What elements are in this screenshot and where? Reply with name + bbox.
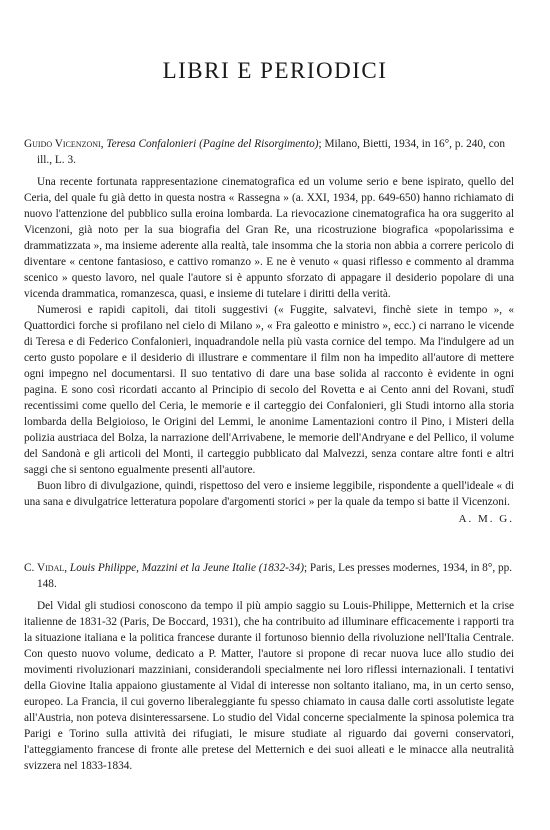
review-publication: ; Milano, Bietti, 1934, in 16°, p. 240, con ill., L. 3. (37, 138, 506, 166)
review-heading: C. Vidal, Louis Philippe, Mazzini et la Jeune Italie (1832-34); Paris, Les presses modernes, 1934, in 8°, pp. 148. (24, 562, 513, 590)
review-vicenzoni (24, 136, 514, 527)
review-book-title: Louis Philippe, Mazzini et la Jeune Italie (1832-34) (69, 562, 304, 574)
review-author: Guido Vicenzoni (24, 138, 101, 150)
review-paragraph: Buon libro di divulgazione, quindi, rispettoso del vero e insieme leggibile, rispondente a quell'ideale « di una sana e divulgatrice letteratura popolare d'argomenti storici » per la quale da tempo si batte il Vicenzoni. (24, 480, 514, 508)
review-author: C. Vidal (24, 562, 65, 574)
review-vidal (24, 560, 514, 774)
review-heading: Guido Vicenzoni, Teresa Confalonieri (Pagine del Risorgimento); Milano, Bietti, 1934, in 16°, p. 240, con ill., L. 3. (24, 138, 506, 166)
review-paragraph: Del Vidal gli studiosi conoscono da tempo il più ampio saggio su Louis-Philippe, Metternich et la crise italienne de 1831-32 (Paris, De Boccard, 1931), che ha contribuito ad illuminare efficacemente i rapporti tra la situazione italiana e la politica francese durante il fortunoso biennio della rivoluzione nell'Italia Centrale. Con questo nuovo volume, dedicato a P. Matter, l'autore si propone di recar nuova luce allo studio dei movimenti rivoluzionari mazziniani, considerandoli specialmente nei loro riflessi internazionali. I tentativi della Giovine Italia appaiono giustamente al Vidal di interesse non soltanto italiano, ma, in un certo senso, europeo. La Francia, il cui governo liberaleggiante fu spesso chiamato in causa dalle corti assolutiste legate all'Austria, non poteva disinteressarsene. Lo studio del Vidal concerne specialmente la spinosa polemica tra Parigi e Torino sulla attività dei rifugiati, le misure studiate al riguardo dai governi conservatori, l'atteggiamento francese di fronte alle pretese del Metternich e dei suoi alleati e le minacce alla neutralità svizzera nel 1833-1834. (24, 600, 514, 772)
review-paragraph: Numerosi e rapidi capitoli, dai titoli suggestivi (« Fuggite, salvatevi, finchè siete in tempo », « Quattordici forche si profilano nel cielo di Milano », « Fra galeotto e ministro », ecc.) ci narrano le vicende di Teresa e di Federico Confalonieri, inquadrandole nella più vasta cornice del tempo. Ma l'indulgere ad un certo gusto popolare e il desiderio di illustrare e commentare il film non ha impedito all'autore di mettere ogni impegno nel documentarsi. Il suo tentativo di dare una base solida al racconto è evidente in ogni pagina. E sono così ricordati accanto al Principio di secolo del Rovetta e ai Cento anni del Rovani, studî recentissimi come quello del Ceria, le memorie e il carteggio dei Confalonieri, gli Studi intorno alla storia lombarda della Belgioioso, le Origini del Lemmi, le anonime Lamentazioni contro il Pino, i Misteri della polizia austriaca del Bolza, la narrazione dell'Arrivabene, le memorie dell'Andryane e del Pellico, il volume del Sandonà e gli articoli del Monti, il carteggio pubblicato dal Malvezzi, senza contare altre fonti e altri saggi che si sentono egualmente presenti all'autore. (24, 304, 514, 476)
review-signature: A. M. G. (458, 513, 514, 525)
review-paragraph: Una recente fortunata rappresentazione cinematografica ed un volume serio e bene ispirato, quello del Ceria, del quale fu già detto in questa nostra « Rassegna » (a. XXI, 1934, pp. 649-650) hanno richiamato di nuovo l'attenzione del pubblico sulla eroina lombarda. La rievocazione cinematografica ha ora suggerito al Vicenzoni, già noto per la sua biografia del Gran Re, una ricostruzione biografica «popolarissima e drammatizzata », ma insieme aderente alla realtà, tale insomma che la storia non abbia a correre pericolo di diventare « centone fantasioso, e cattivo romanzo ». E ne è venuto « quasi riflesso e commento al dramma scenico » questo lavoro, nel quale l'autore si è appunto sforzato di appagare il desiderio popolare di una vicenda drammatica, romanzesca, quasi, e insieme di tutelare i diritti della verità. (24, 176, 514, 300)
review-book-title: Teresa Confalonieri (106, 138, 197, 150)
review-publication: ; Paris, Les presses modernes, 1934, in 8°, pp. 148. (37, 562, 513, 590)
page-title: LIBRI E PERIODICI (162, 58, 388, 83)
review-series: (Pagine del Risorgimento) (199, 138, 319, 150)
